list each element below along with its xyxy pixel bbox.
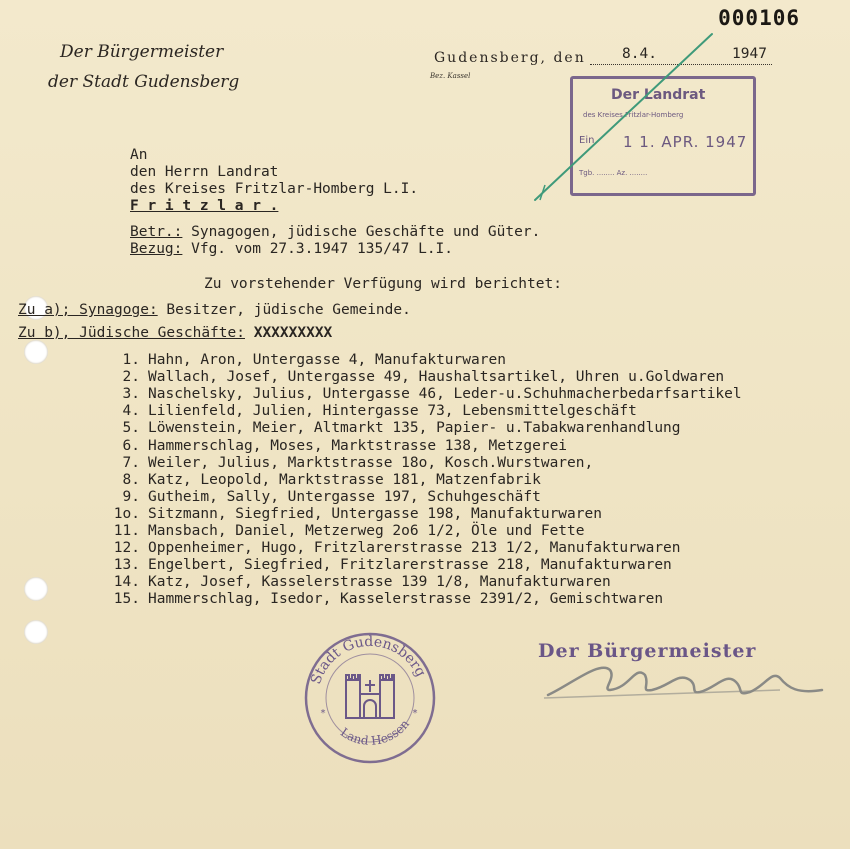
business-number: 13. (113, 557, 140, 574)
business-number: 4. (122, 403, 140, 420)
business-number: 3. (122, 386, 140, 403)
place-label: Gudensberg, den (434, 50, 586, 66)
business-entry: Katz, Josef, Kasselerstrasse 139 1/8, Manufakturwaren (148, 574, 611, 591)
business-number: 5. (122, 420, 140, 437)
business-row (110, 506, 602, 522)
business-row (110, 438, 567, 454)
betr-label: Betr.: (130, 224, 183, 240)
business-number: 14. (113, 574, 140, 591)
business-entry: Lilienfeld, Julien, Hintergasse 73, Lebensmittelgeschäft (148, 403, 637, 420)
business-entry: Weiler, Julius, Marktstrasse 18o, Kosch.Wurstwaren, (148, 454, 594, 471)
item-b-label: Zu b), Jüdische Geschäfte: (18, 325, 245, 341)
business-entry: Mansbach, Daniel, Metzerweg 2o6 1/2, Öle und Fette (148, 523, 585, 539)
business-number: 9. (122, 488, 140, 505)
business-number: 7. (122, 454, 140, 471)
business-row (110, 386, 742, 402)
business-row (110, 540, 681, 556)
business-entry: Engelbert, Siegfried, Fritzlarerstrasse 218, Manufakturwaren (148, 557, 672, 574)
business-entry: Löwenstein, Meier, Altmarkt 135, Papier- u.Tabakwarenhandlung (148, 420, 681, 437)
item-b-struck: XXXXXXXXX (253, 325, 333, 341)
stamp-footer: Tgb. ........ Az. ........ (579, 169, 648, 177)
castle-emblem (346, 675, 394, 718)
business-number: 2. (122, 369, 140, 386)
recipient-line-1: An (130, 147, 148, 163)
bezug-text: Vfg. vom 27.3.1947 135/47 L.I. (182, 241, 454, 257)
business-entry: Wallach, Josef, Untergasse 49, Haushaltsartikel, Uhren u.Goldwaren (148, 369, 725, 386)
svg-text:*: * (320, 708, 327, 719)
business-row (110, 369, 724, 385)
business-entry: Katz, Leopold, Marktstrasse 181, Matzenfabrik (148, 471, 541, 488)
business-row (110, 403, 637, 419)
seal-bottom-text: Land Hessen (337, 716, 413, 748)
letter-year: 1947 (732, 46, 767, 62)
recipient-line-2: den Herrn Landrat (130, 164, 279, 180)
letter-date: 8.4. (622, 46, 657, 62)
business-row (110, 557, 672, 573)
recipient-line-3: des Kreises Fritzlar-Homberg L.I. (130, 181, 419, 197)
business-number: 1o. (113, 505, 140, 522)
business-row (110, 574, 611, 590)
item-a-text: Besitzer, jüdische Gemeinde. (157, 302, 411, 318)
letterhead-line-1: Der Bürgermeister (60, 42, 224, 62)
business-entry: Sitzmann, Siegfried, Untergasse 198, Manufakturwaren (148, 505, 602, 522)
stamp-office: Der Landrat (611, 87, 706, 103)
stamp-prefix: Ein (579, 135, 595, 146)
business-number: 8. (122, 471, 140, 488)
district-note: Bez. Kassel (430, 72, 471, 80)
stamp-date: 1 1. APR. 1947 (623, 133, 748, 151)
item-a-label: Zu a); Synagoge: (18, 302, 158, 318)
business-entry: Hahn, Aron, Untergasse 4, Manufakturwaren (148, 352, 506, 368)
recipient-city: F r i t z l a r . (130, 198, 279, 214)
betr-text: Synagogen, jüdische Geschäfte und Güter. (182, 224, 541, 240)
business-entry: Naschelsky, Julius, Untergasse 46, Leder-u.Schuhmacherbedarfsartikel (148, 386, 742, 403)
business-entry: Oppenheimer, Hugo, Fritzlarerstrasse 213 1/2, Manufakturwaren (148, 540, 681, 557)
business-row (110, 489, 541, 505)
stamp-district: des Kreises Fritzlar-Homberg (583, 111, 684, 119)
business-row (110, 420, 681, 436)
city-seal (300, 628, 440, 768)
business-number: 12. (113, 540, 140, 557)
business-entry: Hammerschlag, Isedor, Kasselerstrasse 2391/2, Gemischtwaren (148, 591, 664, 608)
signature-title: Der Bürgermeister (538, 640, 757, 662)
business-entry: Gutheim, Sally, Untergasse 197, Schuhgeschäft (148, 488, 541, 505)
business-row (110, 523, 585, 539)
business-row (110, 472, 541, 488)
item-a-line (18, 302, 411, 318)
business-number: 6. (122, 437, 140, 454)
business-number: 11. (113, 523, 140, 539)
reference-line (130, 241, 453, 257)
item-b-line (18, 325, 332, 341)
business-number: 15. (113, 591, 140, 608)
seal-top-text: Stadt Gudensberg (308, 633, 429, 687)
signature-scribble (540, 650, 830, 710)
business-row (110, 352, 506, 368)
business-number: 1. (122, 352, 140, 368)
business-entry: Hammerschlag, Moses, Marktstrasse 138, Metzgerei (148, 437, 568, 454)
business-row (110, 591, 663, 607)
document-serial-number: 000106 (718, 6, 800, 30)
business-row (110, 455, 593, 471)
letterhead-line-2: der Stadt Gudensberg (48, 72, 240, 92)
bezug-label: Bezug: (130, 241, 183, 257)
subject-line (130, 224, 540, 240)
svg-text:*: * (412, 708, 419, 719)
intro-line: Zu vorstehender Verfügung wird berichtet: (204, 276, 562, 292)
